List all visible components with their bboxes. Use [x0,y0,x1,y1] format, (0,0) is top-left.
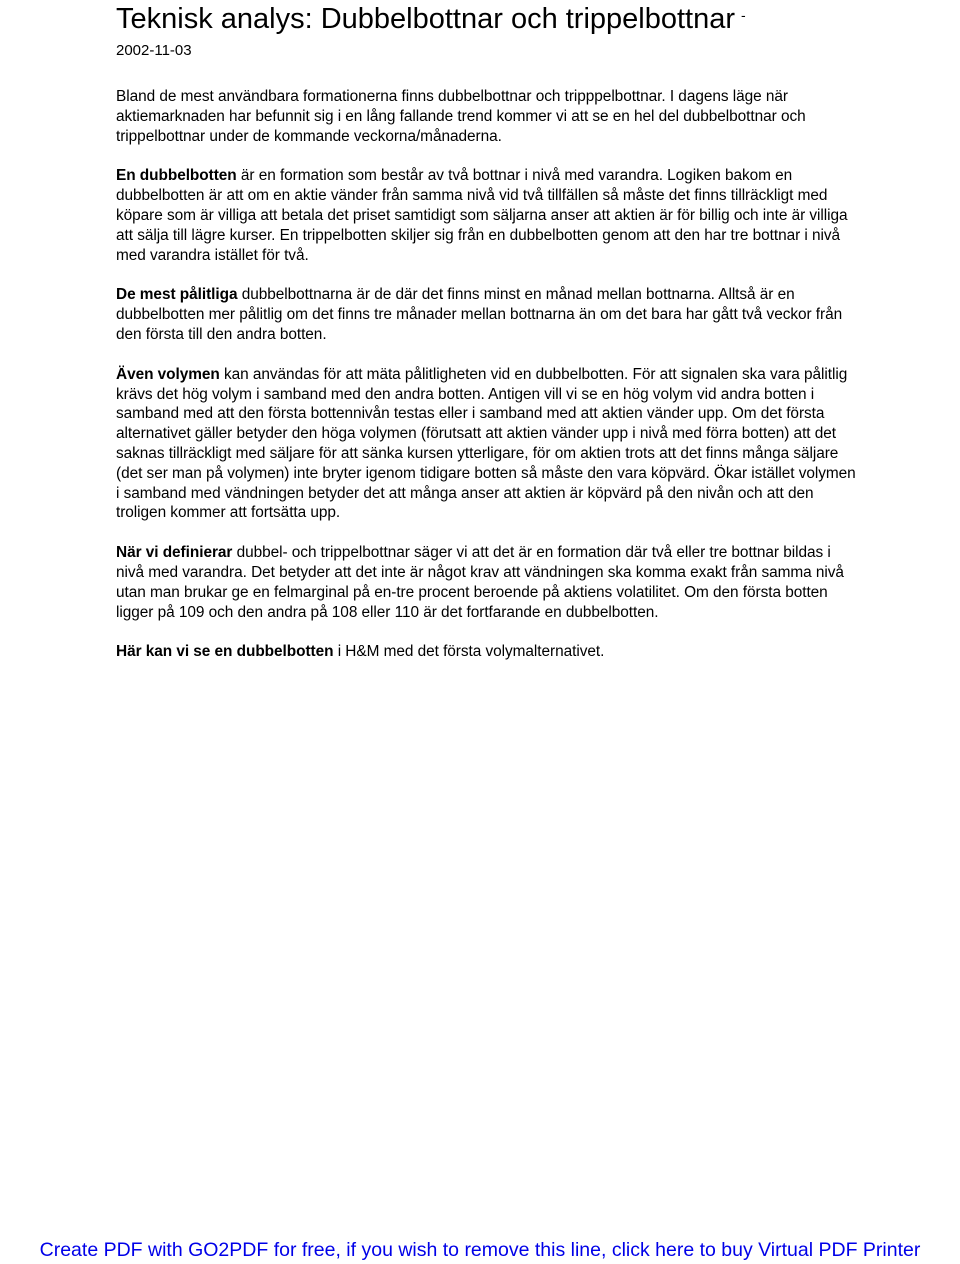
paragraph-palitliga [116,285,860,344]
paragraph-lead: De mest pålitliga [116,286,238,304]
paragraph-lead: När vi definierar [116,544,233,562]
title-dash: - [741,7,746,23]
intro-text: Bland de mest användbara formationerna finns dubbelbottnar och tripppelbottnar. I dagens läge när aktiemarknaden har befunnit sig i en lång fallande trend kommer vi att se en hel del dubbelbottnar och trippelbottnar under de kommande veckorna/månaderna. [116,88,806,145]
paragraph-text: kan användas för att mäta pålitligheten vid en dubbelbotten. För att signalen ska vara pålitlig krävs det hög volym i samband med den andra botten. Antigen vill vi se en hög volym vid andra botten i samband med att den första bottennivån testas eller i samband med att aktien vänder upp. Om det första alternativet gäller betyder den höga volymen (förutsatt att aktien vänder upp i nivå med förra botten) att det saknas tillräckligt med säljare för att sänka kursen ytterligare, för om aktien trots att det finns många säljare (det ser man på volymen) inte bryter igenom tidigare botten så måste den vara köpvärd. Ökar istället volymen i samband med vändningen betyder det att många anser att aktien är köpvärd på den nivån och att den troligen kommer att fortsätta upp. [116,365,856,522]
paragraph-definierar [116,543,860,622]
paragraph-volymen [116,365,860,523]
title-line [116,0,860,39]
intro-paragraph [116,87,860,146]
paragraph-text: dubbel- och trippelbottnar säger vi att det är en formation där två eller tre bottnar bildas i nivå med varandra. Det betyder att det inte är något krav att vändningen ska komma exakt från samma nivå utan man brukar ge en felmarginal på en-tre procent beroende på aktiens volatilitet. Om den första botten ligger på 109 och den andra på 108 eller 110 är det fortfarande en dubbelbotten. [116,544,844,621]
paragraph-lead: Här kan vi se en dubbelbotten [116,643,334,661]
paragraph-dubbelbotten [116,166,860,265]
go2pdf-footer-link[interactable]: Create PDF with GO2PDF for free, if you wish to remove this line, click here to buy Virtual PDF Printer [39,1239,921,1261]
paragraph-lead: Även volymen [116,365,220,383]
document-date: 2002-11-03 [116,42,192,59]
document-page [116,0,860,662]
paragraph-lead: En dubbelbotten [116,167,237,185]
document-title: Teknisk analys: Dubbelbottnar och trippelbottnar [116,3,736,35]
paragraph-text: är en formation som består av två bottnar i nivå med varandra. Logiken bakom en dubbelbotten är att om en aktie vänder från samma nivå vid två tillfällen så måste det finns tillräckligt med köpare som är villiga att betala det priset samtidigt som säljarna anser att aktien är för billig och inte är villiga att sälja till lägre kurser. En trippelbotten skiljer sig från en dubbelbotten genom att den har tre bottnar i nivå med varandra istället för två. [116,167,848,264]
paragraph-text: i H&M med det första volymalternativet. [333,643,605,661]
paragraph-hm [116,642,860,662]
paragraph-text: dubbelbottnarna är de där det finns minst en månad mellan bottnarna. Alltså är en dubbelbotten mer pålitlig om det finns tre månader mellan bottnarna än om det bara har gått två veckor från den första till den andra botten. [116,286,843,343]
